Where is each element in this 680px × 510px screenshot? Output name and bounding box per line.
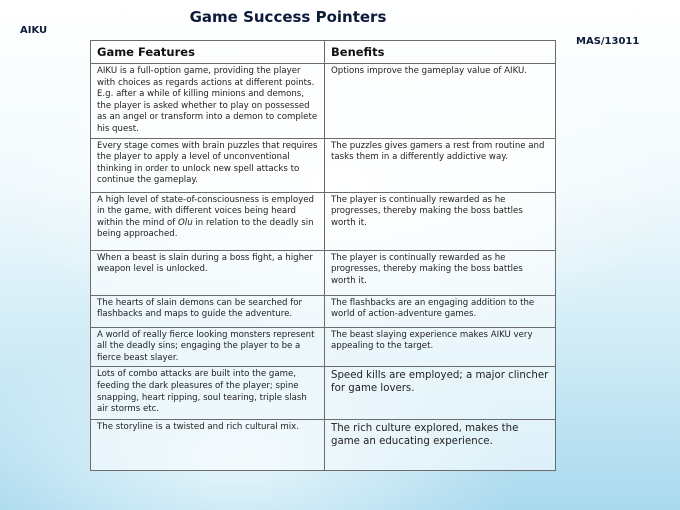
feature-text: in relation to the deadly sin being approached. (97, 217, 314, 240)
feature-cell: When a beast is slain during a boss fight, a higher weapon level is unlocked. (91, 250, 325, 295)
character-name: Olu (178, 217, 193, 228)
table-row (91, 420, 556, 471)
header-game-features: Game Features (91, 41, 325, 64)
game-name-label: AIKU (20, 25, 48, 36)
slide-title: Game Success Pointers (189, 8, 387, 26)
table-row (91, 250, 556, 295)
benefit-cell: The beast slaying experience makes AIKU very appealing to the target. (325, 327, 556, 367)
benefit-cell: The player is continually rewarded as he progresses, thereby making the boss battles worth it. (325, 192, 556, 250)
feature-cell: The hearts of slain demons can be searched for flashbacks and maps to guide the adventure. (91, 295, 325, 327)
feature-cell: A world of really fierce looking monsters represent all the deadly sins; engaging the player to be a fierce beast slayer. (91, 327, 325, 367)
table-row (91, 327, 556, 367)
benefit-cell: The rich culture explored, makes the game an educating experience. (325, 420, 556, 471)
feature-cell (91, 192, 325, 250)
benefit-cell: The player is continually rewarded as he progresses, thereby making the boss battles worth it. (325, 250, 556, 295)
feature-cell: AIKU is a full-option game, providing the player with choices as regards actions at different points. E.g. after a while of killing minions and demons, the player is asked whether to play on possessed as an angel or transform into a demon to complete his quest. (91, 64, 325, 139)
header-benefits: Benefits (325, 41, 556, 64)
feature-text: A high level of state-of-consciousness is employed in the game, with different voices being heard within the mind of (97, 194, 315, 228)
benefit-cell: The flashbacks are an engaging addition to the world of action-adventure games. (325, 295, 556, 327)
table-row (91, 367, 556, 420)
benefit-cell: The puzzles gives gamers a rest from routine and tasks them in a differently addictive way. (325, 138, 556, 192)
benefit-cell: Options improve the gameplay value of AIKU. (325, 64, 556, 139)
table-row (91, 295, 556, 327)
student-id-label: MAS/13011 (576, 36, 640, 47)
table-row (91, 138, 556, 192)
table-row (91, 64, 556, 139)
table-row (91, 192, 556, 250)
feature-cell: Every stage comes with brain puzzles that requires the player to apply a level of unconventional thinking in order to unlock new spell attacks to continue the gameplay. (91, 138, 325, 192)
feature-cell: The storyline is a twisted and rich cultural mix. (91, 420, 325, 471)
benefit-cell: Speed kills are employed; a major clincher for game lovers. (325, 367, 556, 420)
success-pointers-table (90, 40, 556, 471)
feature-cell: Lots of combo attacks are built into the game, feeding the dark pleasures of the player; spine snapping, heart ripping, soul tearing, triple slash air storms etc. (91, 367, 325, 420)
table-header-row (91, 41, 556, 64)
